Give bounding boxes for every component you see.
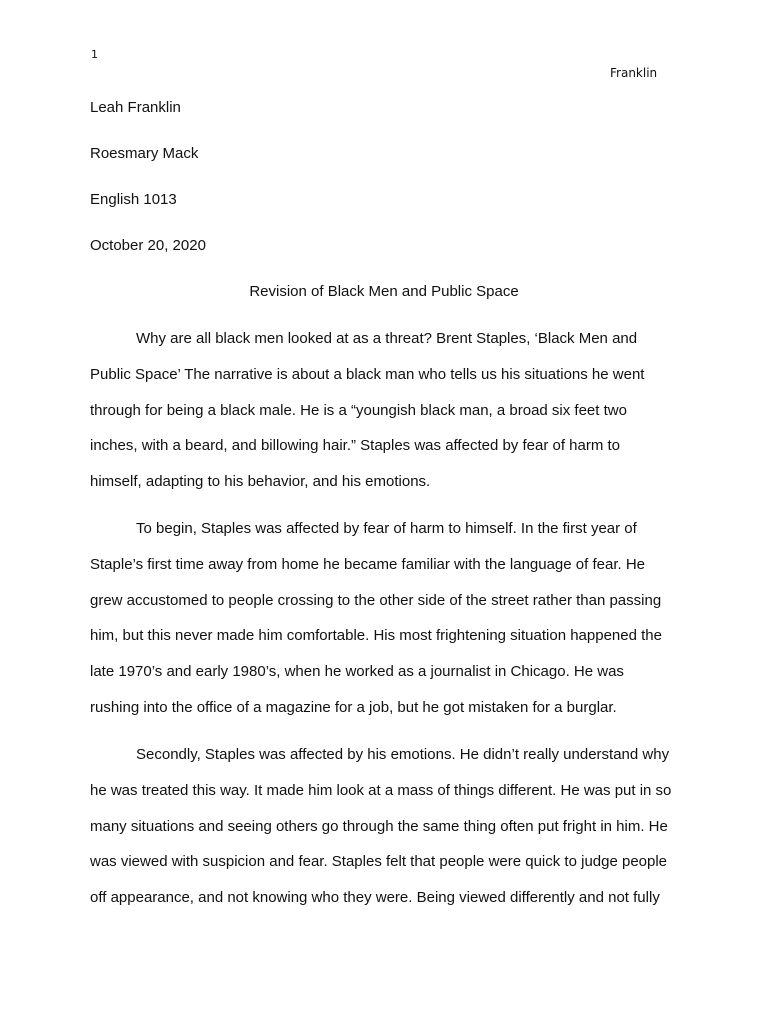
student-name: Leah Franklin bbox=[90, 99, 181, 116]
essay-date: October 20, 2020 bbox=[90, 237, 206, 254]
paragraph-line: Secondly, Staples was affected by his emotions. He didn’t really understand why bbox=[136, 746, 670, 763]
paragraph-line: many situations and seeing others go through the same thing often put fright in him. He bbox=[90, 818, 668, 835]
paragraph-line: he was treated this way. It made him look at a mass of things different. He was put in so bbox=[90, 782, 672, 799]
essay-title: Revision of Black Men and Public Space bbox=[249, 283, 519, 300]
paragraph-line: was viewed with suspicion and fear. Staples felt that people were quick to judge people bbox=[90, 853, 668, 870]
paragraph-line: late 1970’s and early 1980’s, when he worked as a journalist in Chicago. He was bbox=[90, 663, 624, 680]
paragraph-line: Staple’s first time away from home he became familiar with the language of fear. He bbox=[90, 556, 645, 573]
running-head: Franklin bbox=[610, 66, 658, 80]
paragraph-line: Why are all black men looked at as a threat? Brent Staples, ‘Black Men and bbox=[136, 330, 638, 347]
paragraph-line: Public Space’ The narrative is about a black man who tells us his situations he went bbox=[90, 366, 645, 383]
paragraph-line: him, but this never made him comfortable. His most frightening situation happened the bbox=[90, 627, 662, 644]
paragraph-line: himself, adapting to his behavior, and his emotions. bbox=[90, 473, 431, 490]
instructor-name: Roesmary Mack bbox=[90, 145, 199, 162]
paragraph-line: grew accustomed to people crossing to the other side of the street rather than passing bbox=[90, 592, 662, 609]
paragraph-line: through for being a black male. He is a “youngish black man, a broad six feet two bbox=[90, 402, 627, 419]
paragraph-line: inches, with a beard, and billowing hair.” Staples was affected by fear of harm to bbox=[90, 437, 621, 454]
page-number: 1 bbox=[91, 48, 98, 61]
paragraph-line: rushing into the office of a magazine for a job, but he got mistaken for a burglar. bbox=[90, 699, 617, 716]
course-name: English 1013 bbox=[90, 191, 177, 208]
paragraph-line: To begin, Staples was affected by fear of harm to himself. In the first year of bbox=[136, 520, 637, 537]
paragraph-line: off appearance, and not knowing who they were. Being viewed differently and not fully bbox=[90, 889, 660, 906]
